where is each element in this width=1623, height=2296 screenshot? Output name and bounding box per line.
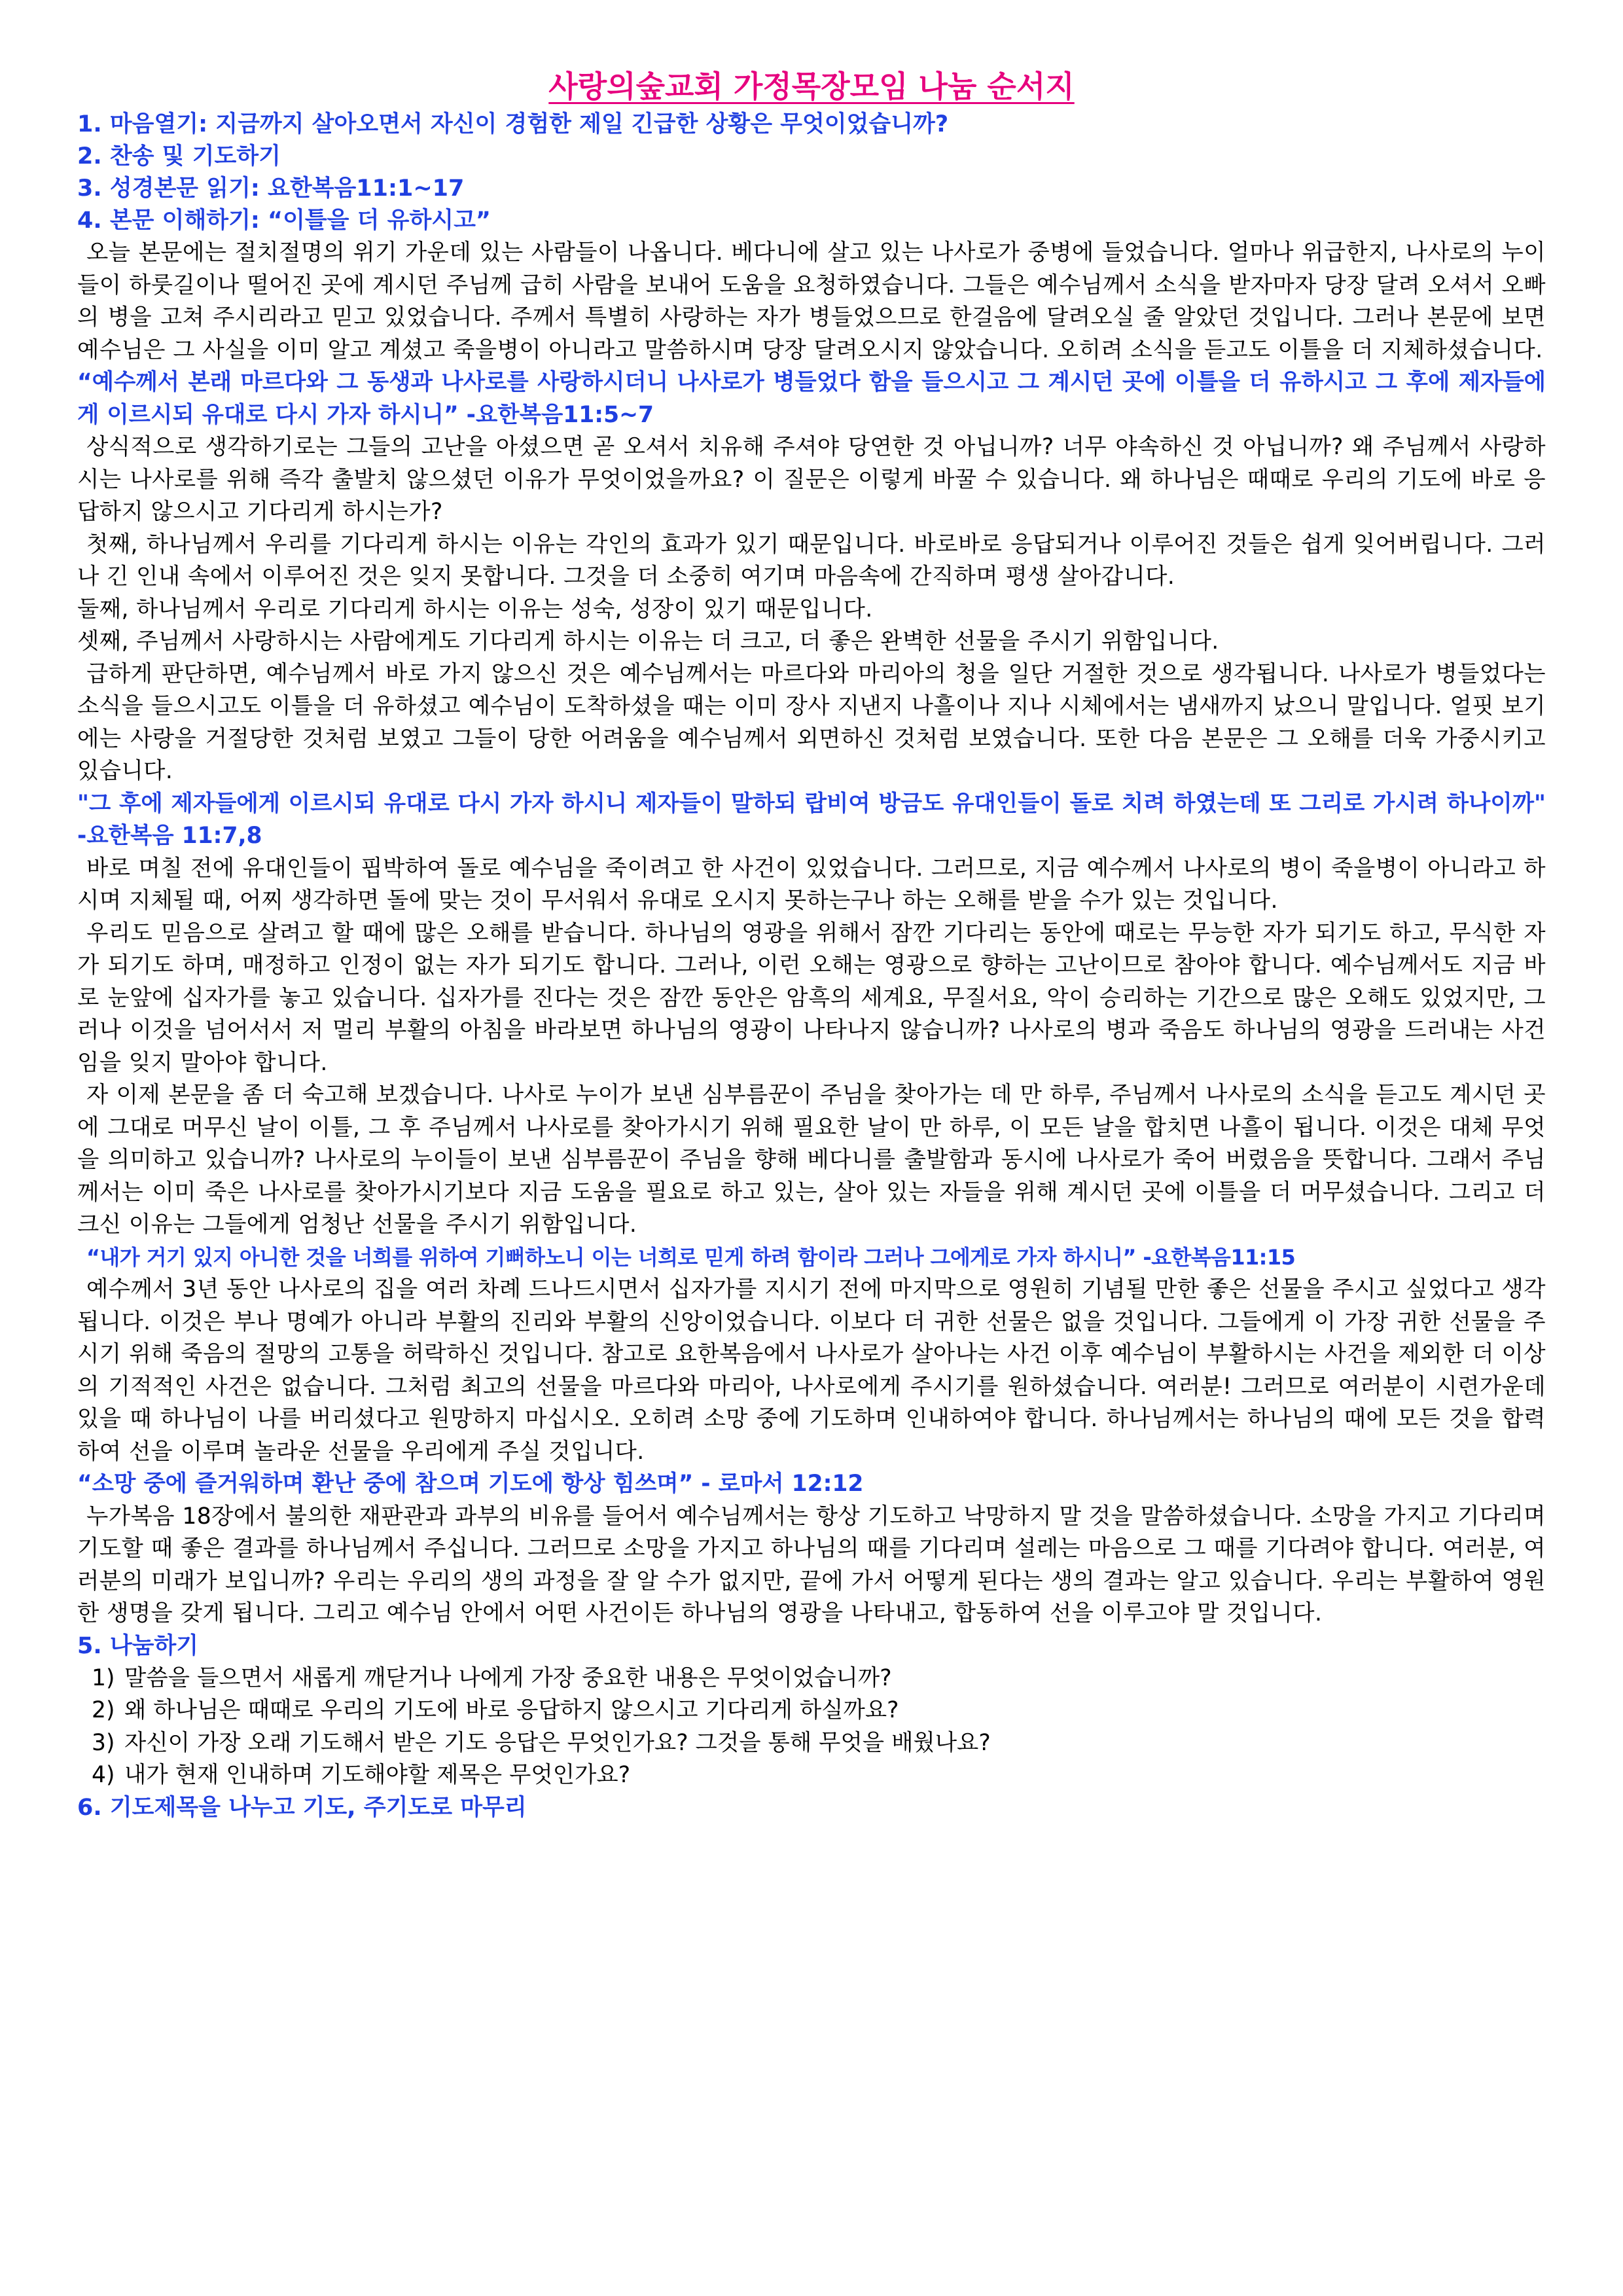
step-5-heading: 5. 나눔하기 [77,1632,199,1659]
question-number: 2) [92,1697,115,1723]
question-number: 4) [92,1762,115,1788]
question-text: 왜 하나님은 때때로 우리의 기도에 바로 응답하지 않으시고 기다리게 하실까요? [124,1697,899,1723]
sharing-question-list [77,1662,1546,1792]
scripture-quote-4: “소망 중에 즐거워하며 환난 중에 참으며 기도에 항상 힘쓰며” - 로마서 12:12 [77,1471,864,1497]
question-number: 3) [92,1729,115,1756]
sermon-paragraph-3: 첫째, 하나님께서 우리를 기다리게 하시는 이유는 각인의 효과가 있기 때문입니다. 바로바로 응답되거나 이루어진 것들은 쉽게 잊어버립니다. 그러나 긴 인내 속에서 이루어진 것은 잊지 못합니다. 그것을 더 소중히 여기며 마음속에 간직하며 평생 살아갑니다. [77,531,1546,590]
sermon-paragraph-6: 급하게 판단하면, 예수님께서 바로 가지 않으신 것은 예수님께서는 마르다와 마리아의 청을 일단 거절한 것으로 생각됩니다. 나사로가 병들었다는 소식을 들으시고도 이틀을 더 유하셨고 예수님이 도착하셨을 때는 이미 장사 지낸지 나흘이나 지나 시체에서는 냄새까지 났으니 말입니다. 얼핏 보기에는 사랑을 거절당한 것처럼 보였고 그들이 당한 어려움을 예수님께서 외면하신 것처럼 보였습니다. 또한 다음 본문은 그 오해를 더욱 가중시키고 있습니다. [77,660,1546,784]
step-2-heading: 2. 찬송 및 기도하기 [77,143,281,170]
step-3-heading: 3. 성경본문 읽기: 요한복음11:1~17 [77,175,465,202]
sermon-paragraph-10: 예수께서 3년 동안 나사로의 집을 여러 차례 드나드시면서 십자가를 지시기 전에 마지막으로 영원히 기념될 만한 좋은 선물을 주시고 싶었다고 생각됩니다. 이것은 부나 명예가 아니라 부활의 진리와 부활의 신앙이었습니다. 이보다 더 귀한 선물은 없을 것입니다. 그들에게 이 가장 귀한 선물을 주시기 위해 죽음의 절망의 고통을 허락하신 것입니다. 참고로 요한복음에서 나사로가 살아나는 사건 이후 예수님이 부활하시는 사건을 제외한 더 이상의 기적적인 사건은 없습니다. 그처럼 최고의 선물을 마르다와 마리아, 나사로에게 주시기를 원하셨습니다. 여러분! 그러므로 여러분이 시련가운데 있을 때 하나님이 나를 버리셨다고 원망하지 마십시오. 오히려 소망 중에 기도하며 인내하여야 합니다. 하나님께서는 하나님의 때에 모든 것을 합력하여 선을 이루며 놀라운 선물을 우리에게 주실 것입니다. [77,1276,1546,1465]
sermon-paragraph-5: 셋째, 주님께서 사랑하시는 사람에게도 기다리게 하시는 이유는 더 크고, 더 좋은 완벽한 선물을 주시기 위함입니다. [77,628,1219,655]
sermon-paragraph-11: 누가복음 18장에서 불의한 재판관과 과부의 비유를 들어서 예수님께서는 항상 기도하고 낙망하지 말 것을 말씀하셨습니다. 소망을 가지고 기다리며 기도할 때 좋은 결과를 하나님께서 주십니다. 그러므로 소망을 가지고 하나님의 때를 기다리며 설레는 마음으로 그 때를 기다려야 합니다. 여러분, 여러분의 미래가 보입니까? 우리는 우리의 생의 과정을 잘 알 수가 없지만, 끝에 가서 어떻게 된다는 생의 결과는 알고 있습니다. 우리는 부활하여 영원한 생명을 갖게 됩니다. 그리고 예수님 안에서 어떤 사건이든 하나님의 영광을 나타내고, 합동하여 선을 이루고야 말 것입니다. [77,1503,1546,1626]
question-number: 1) [92,1664,115,1691]
scripture-quote-2: "그 후에 제자들에게 이르시되 유대로 다시 가자 하시니 제자들이 말하되 랍비여 방금도 유대인들이 돌로 치려 하였는데 또 그리로 가시려 하나이까" -요한복음 11:7,8 [77,790,1546,849]
step-4-heading: 4. 본문 이해하기: “이틀을 더 유하시고” [77,207,491,234]
scripture-quote-1: “예수께서 본래 마르다와 그 동생과 나사로를 사랑하시더니 나사로가 병들었다 함을 들으시고 그 계시던 곳에 이틀을 더 유하시고 그 후에 제자들에게 이르시되 유대로 다시 가자 하시니” -요한복음11:5~7 [77,369,1546,428]
step-1-heading: 1. 마음열기: 지금까지 살아오면서 자신이 경험한 제일 긴급한 상황은 무엇이었습니까? [77,111,949,137]
sermon-paragraph-4: 둘째, 하나님께서 우리로 기다리게 하시는 이유는 성숙, 성장이 있기 때문입니다. [77,596,873,622]
question-text: 자신이 가장 오래 기도해서 받은 기도 응답은 무엇인가요? 그것을 통해 무엇을 배웠나요? [124,1729,991,1756]
step-6-heading: 6. 기도제목을 나누고 기도, 주기도로 마무리 [77,1794,527,1821]
scripture-quote-3: “내가 거기 있지 아니한 것을 너희를 위하여 기뻐하노니 이는 너희로 믿게 하려 함이라 그러나 그에게로 가자 하시니” -요한복음11:15 [86,1244,1296,1270]
sharing-question [92,1662,1546,1695]
sermon-paragraph-8: 우리도 믿음으로 살려고 할 때에 많은 오해를 받습니다. 하나님의 영광을 위해서 잠깐 기다리는 동안에 때로는 무능한 자가 되기도 하고, 무식한 자가 되기도 하며, 매정하고 인정이 없는 자가 되기도 합니다. 그러나, 이런 오해는 영광으로 향하는 고난이므로 참아야 합니다. 예수님께서도 지금 바로 눈앞에 십자가를 놓고 있습니다. 십자가를 진다는 것은 잠깐 동안은 암흑의 세계요, 무질서요, 악이 승리하는 기간으로 많은 오해도 있었지만, 그러나 이것을 넘어서서 저 멀리 부활의 아침을 바라보면 하나님의 영광이 나타나지 않습니까? 나사로의 병과 죽음도 하나님의 영광을 드러내는 사건임을 잊지 말아야 합니다. [77,920,1546,1076]
sermon-paragraph-2: 상식적으로 생각하기로는 그들의 고난을 아셨으면 곧 오셔서 치유해 주셔야 당연한 것 아닙니까? 너무 야속하신 것 아닙니까? 왜 주님께서 사랑하시는 나사로를 위해 즉각 출발치 않으셨던 이유가 무엇이었을까요? 이 질문은 이렇게 바꿀 수 있습니다. 왜 하나님은 때때로 우리의 기도에 바로 응답하지 않으시고 기다리게 하시는가? [77,434,1546,525]
question-text: 내가 현재 인내하며 기도해야할 제목은 무엇인가요? [124,1762,631,1788]
sermon-paragraph-7: 바로 며칠 전에 유대인들이 핍박하여 돌로 예수님을 죽이려고 한 사건이 있었습니다. 그러므로, 지금 예수께서 나사로의 병이 죽을병이 아니라고 하시며 지체될 때, 어찌 생각하면 돌에 맞는 것이 무서워서 유대로 오시지 못하는구나 하는 오해를 받을 수가 있는 것입니다. [77,855,1546,914]
sermon-paragraph-9: 자 이제 본문을 좀 더 숙고해 보겠습니다. 나사로 누이가 보낸 심부름꾼이 주님을 찾아가는 데 만 하루, 주님께서 나사로의 소식을 듣고도 계시던 곳에 그대로 머무신 날이 이틀, 그 후 주님께서 나사로를 찾아가시기 위해 필요한 날이 만 하루, 이 모든 날을 합치면 나흘이 됩니다. 이것은 대체 무엇을 의미하고 있습니까? 나사로의 누이들이 보낸 심부름꾼이 주님을 향해 베다니를 출발함과 동시에 나사로가 죽어 버렸음을 뜻합니다. 그래서 주님께서는 이미 죽은 나사로를 찾아가시기보다 지금 도움을 필요로 하고 있는, 살아 있는 자들을 위해 계시던 곳에 이틀을 더 머무셨습니다. 그리고 더 크신 이유는 그들에게 엄청난 선물을 주시기 위함입니다. [77,1082,1546,1238]
sharing-question [92,1727,1546,1760]
sermon-paragraph-1: 오늘 본문에는 절치절명의 위기 가운데 있는 사람들이 나옵니다. 베다니에 살고 있는 나사로가 중병에 들었습니다. 얼마나 위급한지, 나사로의 누이들이 하룻길이나 떨어진 곳에 계시던 주님께 급히 사람을 보내어 도움을 요청하였습니다. 그들은 예수님께서 소식을 받자마자 당장 달려 오셔서 오빠의 병을 고쳐 주시리라고 믿고 있었습니다. 주께서 특별히 사랑하는 자가 병들었으므로 한걸음에 달려오실 줄 알았던 것입니다. 그러나 본문에 보면 예수님은 그 사실을 이미 알고 계셨고 죽을병이 아니라고 말씀하시며 당장 달려오시지 않았습니다. 오히려 소식을 듣고도 이틀을 더 지체하셨습니다. [77,240,1546,363]
sharing-question [92,1759,1546,1792]
page-title: 사랑의숲교회 가정목장모임 나눔 순서지 [548,69,1075,104]
question-text: 말씀을 들으면서 새롭게 깨닫거나 나에게 가장 중요한 내용은 무엇이었습니까? [124,1664,892,1691]
sharing-question [92,1695,1546,1727]
